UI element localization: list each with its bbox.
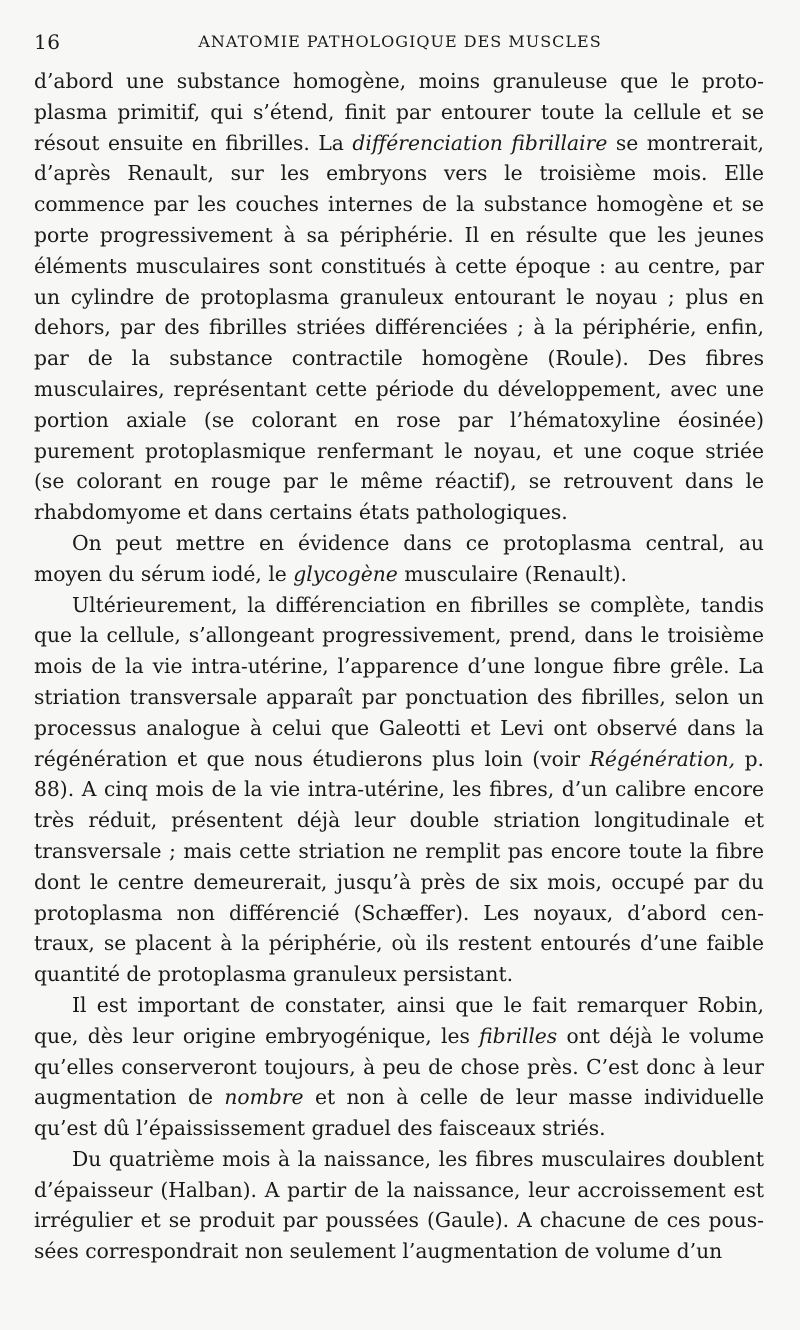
text-run: On peut mettre en évidence dans ce protoplasma central, au moyen du sérum iodé, le [34, 530, 764, 586]
paragraph [34, 66, 764, 528]
italic-term: Régénération, [589, 746, 736, 771]
text-run: se montrerait, d’après Renault, sur les embryons vers le troisième mois. Elle commence par les couches internes de la substance homogène et se porte progressivement à sa périphérie. Il en résulte que les jeunes éléments musculaires sont constitués à cette époque : au centre, par un cylindre de protoplasma granuleux entourant le noyau ; plus en dehors, par des fibrilles striées différenciées ; à la périphérie, enfin, par de la substance contractile homogène (Roule). Des fibres musculaires, représentant cette période du développement, avec une portion axiale (se colorant en rose par l’hématoxyline éosinée) purement protoplasmique renfermant le noyau, et une coque striée (se colorant en rouge par le même réactif), se retrouvent dans le rhabdomyome et dans certains états pathologiques. [34, 130, 764, 525]
text-run: Il est important de constater, ainsi que le fait remarquer Robin, que, dès leur origine embryogénique, les [34, 992, 764, 1048]
text-run: p. 88). A cinq mois de la vie intra-utérine, les fibres, d’un calibre encore très réduit, présentent déjà leur double striation longitudinale et transversale ; mais cette striation ne remplit pas encore toute la fibre dont le centre demeurerait, jusqu’à près de six mois, occupé par du protoplasma non différencié (Schæffer). Les noyaux, d’abord centraux, se placent à la périphérie, où ils restent entourés d’une faible quantité de protoplasma granuleux persistant. [34, 746, 764, 987]
text-run: Du quatrième mois à la naissance, les fibres musculaires doublent d’épaisseur (Halban). A partir de la naissance, leur accroissement est irrégulier et se produit par poussées (Gaule). A chacune de ces poussées correspondrait non seulement l’augmentation de volume d’un [34, 1146, 764, 1264]
italic-term: différenciation fibrillaire [352, 130, 608, 155]
italic-term: glycogène [293, 561, 398, 586]
text-run: et non à celle de leur masse individuelle qu’est dû l’épaississement graduel des faisceaux striés. [34, 1085, 764, 1141]
page-number: 16 [34, 30, 61, 54]
running-title: ANATOMIE PATHOLOGIQUE DES MUSCLES [198, 32, 602, 51]
body-text [34, 66, 764, 1267]
paragraph [34, 990, 764, 1144]
italic-term: fibrilles [479, 1023, 558, 1048]
running-head [34, 30, 766, 56]
paragraph [34, 1144, 764, 1267]
text-run: ont déjà le volume qu’elles conserveront toujours, à peu de chose près. C’est donc à leur augmentation de [34, 1023, 764, 1110]
paragraph [34, 528, 764, 590]
text-run: musculaire (Renault). [397, 561, 627, 586]
text-run: Ultérieurement, la différenciation en fibrilles se complète, tandis que la cellule, s’allongeant progressivement, prend, dans le troisième mois de la vie intra-utérine, l’apparence d’une longue fibre grêle. La striation transversale apparaît par ponctuation des fibrilles, selon un processus analogue à celui que Galeotti et Levi ont observé dans la régénération et que nous étudierons plus loin (voir [34, 592, 764, 771]
italic-term: nombre [224, 1085, 304, 1110]
text-run: d’abord une substance homogène, moins granuleuse que le protoplasma primitif, qui s’étend, finit par entourer toute la cellule et se résout ensuite en fibrilles. La [34, 69, 764, 155]
paragraph [34, 590, 764, 990]
